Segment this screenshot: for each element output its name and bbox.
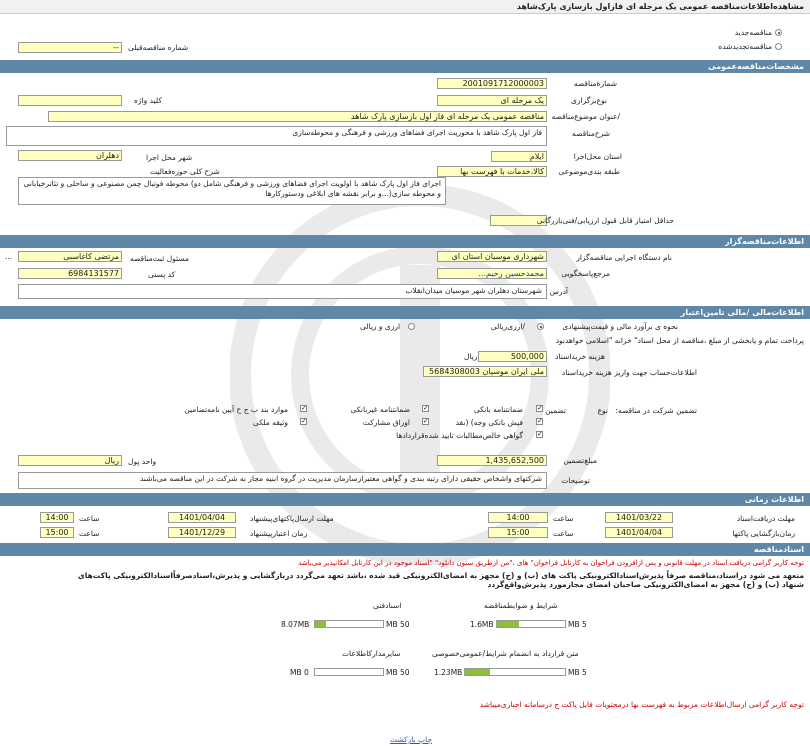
prev-number-label: شماره مناقصه‌قبلی <box>128 43 189 52</box>
contract-label: متن قرارداد به انضمام شرایط‌/عمومی‌خصوصی <box>432 649 579 658</box>
notes-field: شرکتهای واشخاص حقیقی دارای رتبه بندی و گواهی معتبرازسازمان مدیریت در گروه ابنیه مجاز به شرکت در این مناقصه می‌باشند <box>18 472 547 489</box>
contract-bar <box>464 668 566 676</box>
send-time-field: 14:00 <box>40 512 74 523</box>
postal-label: کد پستی <box>148 270 176 279</box>
validity-label: زمان اعتبارپیشنهاد <box>250 529 308 538</box>
address-label: آدرس <box>549 287 568 296</box>
receive-date-field: 1401/03/22 <box>605 512 673 523</box>
tech-docs-used: 8.07MB <box>281 620 310 629</box>
conditions-label: شرایط و ضوابطمناقصه <box>484 601 558 610</box>
description-label: شرح‌مناقصه <box>572 129 610 138</box>
tender-number-field: 2001091712000003 <box>437 78 547 89</box>
min-score-label: حداقل امتیاز قابل قبول ارزیابی‌/فنی‌بازرگانی <box>536 216 674 225</box>
validity-time-field: 15:00 <box>40 527 74 538</box>
fee-unit: ریال <box>464 352 478 361</box>
subject-label: /عنوان موضوع‌مناقصه <box>551 112 620 121</box>
agency-field: شهرداری موسیان استان ای <box>437 251 547 262</box>
renewed-tender-label: مناقصه‌تجدیدشده <box>718 42 772 51</box>
guarantee-amount-label: مبلغ‌تضمین <box>563 456 597 465</box>
open-time-field: 15:00 <box>488 527 548 538</box>
bank-guarantee-label: ضمانتنامه بانکی <box>473 405 523 414</box>
other-docs-bar <box>314 668 384 676</box>
cash-checkbox[interactable]: ✓ <box>537 417 543 425</box>
receivables-checkbox[interactable]: ✓ <box>537 430 543 438</box>
province-label: استان محل‌اجرا <box>573 152 622 161</box>
address-field: شهرستان دهلران شهر موسیان میدان‌انقلاب <box>18 284 547 299</box>
new-tender-radio[interactable] <box>775 29 782 36</box>
currency-unit-field: ریال <box>18 455 122 466</box>
open-label: زمان‌بازگشایی پاکتها <box>732 529 795 538</box>
open-time-label: ساعت <box>553 529 574 538</box>
tender-number-label: شمارهٔ‌مناقصه <box>573 79 617 88</box>
send-deadline-label: مهلت ارسال‌پاکتهای‌پیشنهاد <box>250 514 334 523</box>
tech-docs-total: 50 MB <box>386 620 410 629</box>
send-time-label: ساعت <box>79 514 100 523</box>
other-docs-total: 50 MB <box>386 668 410 677</box>
description-field: فاز اول پارک شاهد با محوریت اجرای فضاهای ورزشی و فرهنگی و محوطه‌سازی <box>6 126 547 146</box>
new-tender-label: مناقصه‌جدید <box>734 28 772 37</box>
subject-field: مناقصه عمومی یک مرحله ای فاز اول بازسازی پارک شاهد <box>48 111 547 122</box>
general-section-header: مشخصات‌مناقصه‌عمومی <box>0 60 810 73</box>
finance-section-header: اطلاعات‌مالی /مالی تامین‌اعتبار <box>0 306 810 319</box>
docs-note-1: توجه کاربر گرامی دریافت اسناد در مهلت قانونی و پس ازافزودن فراخوان به کارتابل فراخوان" های ،"من ازطریق ستون دانلود" "اسناد موجود در این کارتابل امکانپذیر می‌باشد <box>298 559 804 567</box>
contact-field[interactable]: محمدحسین رحیم... <box>437 268 547 279</box>
guarantee-type-label: نوع <box>597 406 608 415</box>
bonds-label: اوراق مشارکت <box>362 418 410 427</box>
keyword-label: کلید واژه <box>134 96 162 105</box>
payment-note: پرداخت تمام و یابخشی از مبلغ ،مناقصه از محل اسناد" خزانه "اسلامی خواهد‌بود <box>555 336 804 345</box>
agency-label: نام دستگاه اجرایی مناقصه‌گزار <box>576 253 672 262</box>
officer-field: مرتضی کاغاسبی <box>18 251 122 262</box>
property-label: وثیقه ملکی <box>252 418 288 427</box>
account-label: اطلاعات‌حساب جهت واریز هزینه خریداسناد <box>561 368 697 377</box>
receive-time-field: 14:00 <box>488 512 548 523</box>
clause-guarantee-checkbox[interactable]: ✓ <box>301 404 307 412</box>
renewed-tender-radio[interactable] <box>775 43 782 50</box>
other-docs-used: 0 MB <box>290 668 309 677</box>
tech-docs-bar <box>314 620 384 628</box>
currency-radio[interactable] <box>408 323 415 330</box>
city-field: دهلران <box>18 150 122 161</box>
notes-label: توضیحات <box>561 476 590 485</box>
conditions-bar-fill <box>497 621 519 627</box>
guarantee-label: تضمین شرکت در مناقصه: <box>615 406 697 415</box>
rial-radio[interactable] <box>537 323 544 330</box>
contact-label: مرجع‌پاسخگویی <box>561 269 610 278</box>
category-field: کالا،خدمات با فهرست بها <box>437 166 547 177</box>
validity-time-label: ساعت <box>79 529 100 538</box>
receive-deadline-label: مهلت دریافت‌اسناد <box>736 514 795 523</box>
page-title: مشاهده‌اطلاعات‌مناقصه عمومی یک مرحله ای فازاول بازسازی پارک‌شاهد <box>0 0 810 14</box>
city-label: شهر محل اجرا <box>146 153 193 162</box>
clause-guarantee-label: موارد بند ب ج ح آیین نامه‌تضامین <box>184 405 288 414</box>
tech-docs-label: اسنادفنی <box>373 601 402 610</box>
tender-type-label: نوع‌برگزاری <box>571 96 607 105</box>
tech-docs-bar-fill <box>315 621 326 627</box>
cash-label: فیش بانکی وجه) (نقد <box>455 418 523 427</box>
rial-label: /ارزی‌ریالی <box>490 322 525 331</box>
property-checkbox[interactable]: ✓ <box>301 417 307 425</box>
category-label: طبقه بندی‌موضوعی <box>558 167 620 176</box>
conditions-used: 1.6MB <box>470 620 494 629</box>
organizer-section-header: اطلاعات‌مناقصه‌گزار <box>0 235 810 248</box>
print-link[interactable]: چاپ بارکشت <box>390 735 432 744</box>
officer-label: مسئول ثبت‌مناقصه <box>130 254 190 263</box>
guarantee-type-value: تضمین <box>545 406 566 415</box>
fee-label: هزینه خریداسناد <box>555 352 605 361</box>
keyword-field[interactable] <box>18 95 122 106</box>
postal-field: 6984131577 <box>18 268 122 279</box>
send-date-field: 1401/04/04 <box>168 512 236 523</box>
docs-note-3: شنهاد (ب) و (ج) مجهز به امضای‌الکترونیکی صاحبان امضای مجازمورد پذیرش‌واقع‌گردد <box>487 580 804 589</box>
nonbank-guarantee-label: ضمانتنامه غیربانکی <box>350 405 410 414</box>
open-date-field: 1401/04/04 <box>605 527 673 538</box>
docs-note-2: متعهد می شود دراسناد،مناقصه صرفاً پذیرش‌اسنادالکترونیکی پاکت های (ب) و (ج) مجهز به امضای‌الکترونیکی قید شده ،باشد تعهد می‌گردد دربازگشایی و پذیرش،اسنادصرفاًاسنادالکترونیکی پاکت‌های <box>77 571 804 580</box>
receive-time-label: ساعت <box>553 514 574 523</box>
prev-number-field[interactable]: -- <box>18 42 122 53</box>
contract-total: 5 MB <box>568 668 587 677</box>
currency-label: ارزی و ریالی <box>360 322 401 331</box>
conditions-bar <box>496 620 566 628</box>
scope-field: اجرای فاز اول پارک شاهد با اولویت اجرای فضاهای ورزشی و فرهنگی شامل دو) محوطه فوتبال چمن مصنوعی و ساحلی و تئاتر‌خیابانی و محوطه سازی(...و برابر نقشه های ابلاغی ودستورکارها <box>18 177 446 205</box>
docs-note-4: توجه کاربر گرامی ارسال‌اطلاعات مربوط به فهرست بها درمحتویات فایل پاکت ج درسامانه اجباری‌میباشد <box>479 700 804 709</box>
timing-section-header: اطلاعات زمانی <box>0 493 810 506</box>
nonbank-guarantee-checkbox[interactable]: ✓ <box>423 404 429 412</box>
account-field: ملی ایران موسیان 5684308003 <box>423 366 547 377</box>
validity-date-field: 1401/12/29 <box>168 527 236 538</box>
estimation-method-label: نحوه ی برآورد مالی و قیمت‌پیشنهادی <box>562 322 678 331</box>
province-field: ایلام <box>491 151 547 162</box>
currency-unit-label: واحد پول <box>128 457 157 466</box>
bank-guarantee-checkbox[interactable]: ✓ <box>537 404 543 412</box>
docs-section-header: اسنادمناقصه <box>0 543 810 556</box>
officer-more: ... <box>5 252 13 261</box>
contract-bar-fill <box>465 669 490 675</box>
fee-field: 500,000 <box>478 351 547 362</box>
contract-used: 1.23MB <box>434 668 463 677</box>
guarantee-amount-field: 1,435,652,500 <box>437 455 547 466</box>
bonds-checkbox[interactable]: ✓ <box>423 417 429 425</box>
conditions-total: 5 MB <box>568 620 587 629</box>
tender-type-field: یک مرحله ای <box>437 95 547 106</box>
receivables-label: گواهی خالص‌مطالبات تایید شده‌قراردادها <box>396 431 523 440</box>
other-docs-label: سایرمدارکاطلاعات <box>342 649 401 658</box>
scope-label: شرح کلی حوزه‌فعالیت <box>150 167 220 176</box>
